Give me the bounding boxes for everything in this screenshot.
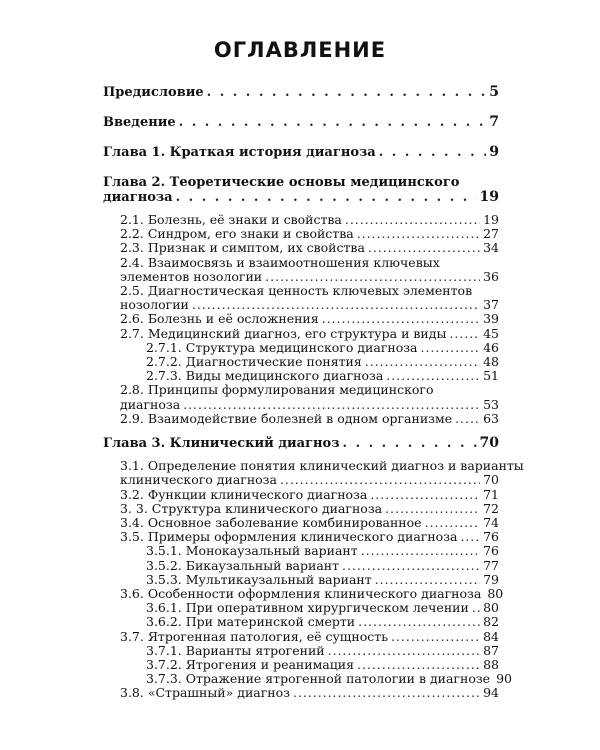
- leader-dots: [455, 412, 480, 426]
- leader-dots: [375, 573, 480, 587]
- toc-entry-text: 3.7.3. Отражение ятрогенной патологии в диагнозе: [146, 671, 491, 687]
- toc-page-number: 70: [483, 472, 499, 488]
- toc-page-number: 71: [483, 486, 499, 502]
- toc-entry-text: 3.5.3. Мультикаузальный вариант: [146, 571, 372, 587]
- toc-entry-text: 3. 3. Структура клинического диагноза: [120, 500, 383, 516]
- toc-page-number: 39: [483, 311, 499, 327]
- leader-dots: [265, 270, 480, 284]
- toc-page-number: 80: [483, 600, 499, 616]
- toc-entry-text: Введение: [103, 115, 176, 131]
- toc-page-number: 80: [487, 586, 504, 601]
- leader-dots: [449, 327, 480, 341]
- leader-dots: [183, 398, 480, 412]
- toc-entry-text: Глава 3. Клинический диагноз: [103, 436, 340, 451]
- toc-entry-text: Предисловие: [103, 85, 204, 100]
- leader-dots: [370, 488, 480, 502]
- leader-dots: [379, 146, 487, 160]
- toc-entry-text: 3.5.2. Бикаузальный вариант: [146, 557, 340, 573]
- toc-page-number: 51: [483, 368, 499, 384]
- toc-page-number: 34: [483, 240, 499, 256]
- toc-entry-text: 3.7. Ятрогенная патология, её сущность: [120, 628, 389, 644]
- leader-dots: [280, 473, 480, 487]
- toc-entry-text: 2.9. Взаимодействие болезней в одном организме: [120, 410, 453, 426]
- leader-dots: [176, 191, 477, 205]
- toc-entry-text-first-line: 2.8. Принципы формулирования медицинского: [120, 382, 434, 398]
- toc-page-number: 84: [483, 628, 499, 644]
- toc-entry-text: 2.2. Синдром, его знаки и свойства: [120, 226, 354, 242]
- toc-page-number: 76: [483, 529, 499, 545]
- toc-page-number: 45: [483, 325, 499, 341]
- toc-entry-text: 3.6. Особенности оформления клинического диагноза: [120, 586, 482, 601]
- toc-entry-text-first-line: 2.4. Взаимосвязь и взаимоотношения ключевых: [120, 254, 440, 270]
- toc-page-number: 63: [483, 410, 499, 426]
- leader-dots: [425, 516, 481, 530]
- toc-entry-text: 2.1. Болезнь, её знаки и свойства: [120, 212, 342, 227]
- leader-dots: [460, 530, 480, 544]
- leader-dots: [343, 437, 477, 451]
- toc-entry-text: 3.7.2. Ятрогения и реанимация: [146, 657, 355, 672]
- toc-entry-text-first-line: 2.5. Диагностическая ценность ключевых элементов: [120, 283, 473, 298]
- toc-page-number: 9: [489, 144, 499, 161]
- leader-dots: [385, 502, 480, 516]
- toc-page-number: 79: [483, 571, 499, 587]
- leader-dots: [361, 544, 480, 558]
- toc-entry-text: 3.5.1. Монокаузальный вариант: [146, 543, 358, 559]
- toc-page-number: 53: [483, 396, 499, 412]
- toc-entry-text: 3.7.1. Варианты ятрогений: [146, 642, 325, 658]
- toc-page-number: 94: [483, 685, 499, 701]
- leader-dots: [386, 369, 480, 383]
- toc-entry-text: 3.2. Функции клинического диагноза: [120, 486, 368, 502]
- leader-dots: [358, 615, 480, 629]
- leader-dots: [357, 227, 480, 241]
- toc-entry-text: Глава 1. Краткая история диагноза: [103, 145, 376, 161]
- toc-page-number: 48: [483, 354, 499, 369]
- toc-entry-text: 3.8. «Страшный» диагноз: [120, 685, 290, 701]
- leader-dots: [328, 644, 480, 658]
- leader-dots: [345, 213, 480, 227]
- toc-entry-text: 2.7.3. Виды медицинского диагноза: [146, 368, 384, 384]
- leader-dots: [322, 312, 480, 326]
- leader-dots: [391, 630, 480, 644]
- toc-entry-text: 3.4. Основное заболевание комбинированное: [120, 515, 422, 530]
- toc-entry-text: 3.6.1. При оперативном хирургическом лечении: [146, 600, 469, 616]
- toc-entry-text: 2.7. Медицинский диагноз, его структура и виды: [120, 325, 447, 341]
- toc-page-number: 76: [483, 543, 499, 559]
- leader-dots: [472, 601, 480, 615]
- toc-page-number: 82: [483, 614, 499, 630]
- toc-entry-text: 2.7.2. Диагностические понятия: [146, 354, 362, 369]
- toc-entry-text: 3.5. Примеры оформления клинического диагноза: [120, 529, 458, 545]
- toc-entry-text: 2.6. Болезнь и её осложнения: [120, 311, 319, 327]
- toc-entry-text: элементов нозологии: [120, 268, 263, 284]
- toc-page-number: 19: [483, 212, 499, 227]
- toc-entry-text-first-line: Глава 2. Теоретические основы медицинского: [103, 174, 460, 190]
- leader-dots: [357, 658, 480, 672]
- toc-page-number: 87: [483, 642, 499, 658]
- toc-entry-text: клинического диагноза: [120, 472, 277, 488]
- leader-dots: [421, 341, 481, 355]
- leader-dots: [293, 686, 480, 700]
- toc-page-number: 72: [483, 500, 499, 516]
- toc-page-number: 37: [483, 297, 499, 313]
- toc-entry-text: диагноза: [120, 396, 181, 412]
- toc-page-number: 7: [489, 114, 499, 131]
- toc-page-number: 77: [483, 557, 499, 573]
- leader-dots: [368, 241, 480, 255]
- leader-dots: [342, 559, 480, 573]
- toc-page-number: 88: [483, 657, 499, 672]
- toc-page-number: 27: [483, 226, 499, 242]
- toc-page-number: 5: [489, 84, 499, 100]
- page-title: ОГЛАВЛЕНИЕ: [213, 38, 387, 62]
- toc-entry-text-first-line: 3.1. Определение понятия клинический диагноз и варианты: [120, 458, 524, 474]
- leader-dots: [192, 298, 480, 312]
- toc-page-number: 70: [479, 435, 499, 451]
- leader-dots: [179, 116, 487, 130]
- toc-page-number: 46: [483, 339, 499, 355]
- toc-page-number: 19: [479, 188, 499, 205]
- toc-entry-text: 2.3. Признак и симптом, их свойства: [120, 240, 365, 256]
- leader-dots: [365, 355, 480, 369]
- leader-dots: [207, 86, 487, 100]
- toc-entry-text: 2.7.1. Структура медицинского диагноза: [146, 339, 418, 355]
- toc-page-number: 74: [483, 515, 499, 530]
- toc-page-number: 90: [496, 671, 512, 687]
- toc-entry-text: нозологии: [120, 297, 189, 313]
- toc-entry-text: диагноза: [103, 189, 173, 205]
- toc-page-number: 36: [483, 268, 499, 284]
- toc-entry-text: 3.6.2. При материнской смерти: [146, 614, 356, 630]
